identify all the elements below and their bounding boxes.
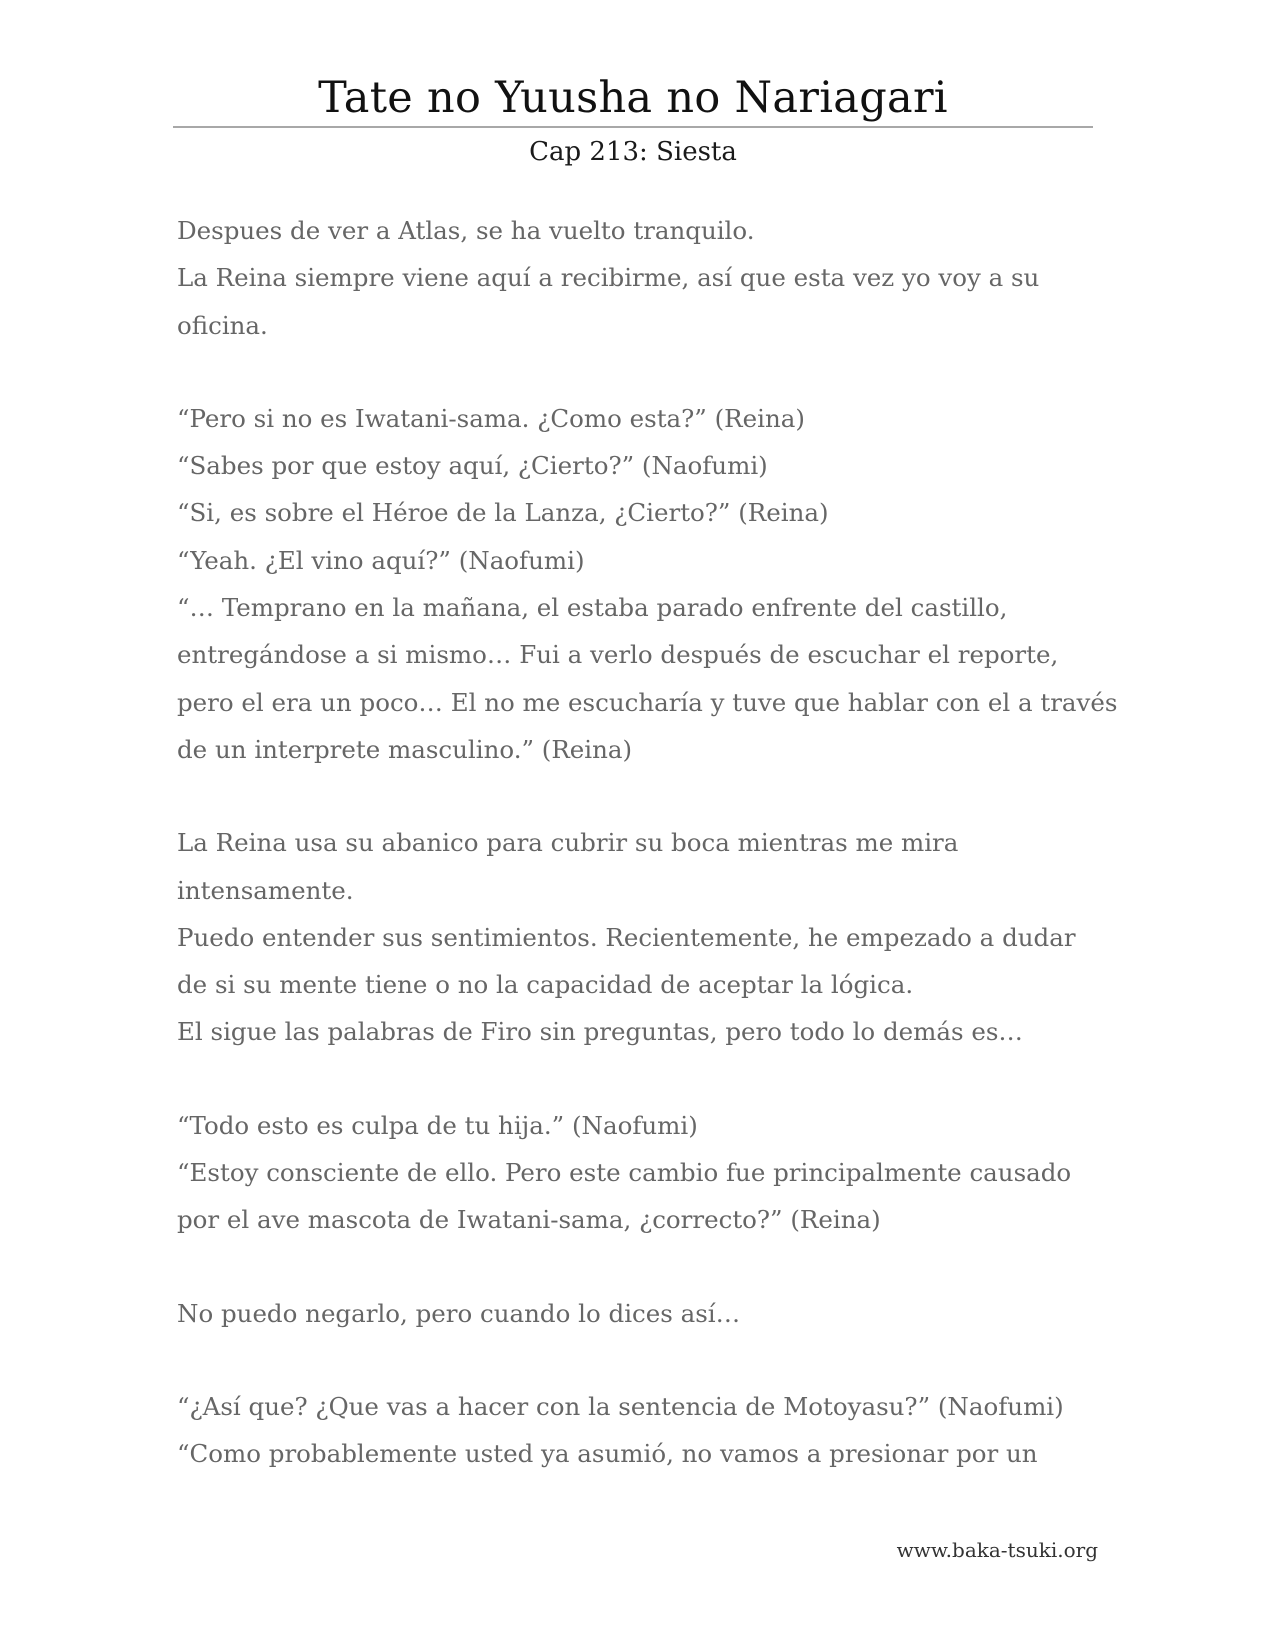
text-line: Puedo entender sus sentimientos. Recientemente, he empezado a dudar [177, 922, 1076, 952]
text-line: “Sabes por que estoy aquí, ¿Cierto?” (Naofumi) [177, 451, 768, 481]
text-line: entregándose a si mismo… Fui a verlo después de escuchar el reporte, [177, 640, 1059, 670]
chapter-subtitle: Cap 213: Siesta [529, 137, 737, 167]
text-line: de si su mente tiene o no la capacidad de aceptar la lógica. [177, 970, 914, 1000]
text-line: No puedo negarlo, pero cuando lo dices así… [177, 1298, 741, 1328]
text-line: “Si, es sobre el Héroe de la Lanza, ¿Cierto?” (Reina) [177, 498, 829, 528]
text-line: “… Temprano en la mañana, el estaba parado enfrente del castillo, [177, 593, 1008, 623]
text-line: “Pero si no es Iwatani-sama. ¿Como esta?” (Reina) [177, 403, 805, 433]
paragraph [177, 1102, 1107, 1244]
text-line: “Estoy consciente de ello. Pero este cambio fue principalmente causado [177, 1158, 1072, 1188]
text-line: intensamente. [177, 875, 354, 905]
text-line: El sigue las palabras de Firo sin preguntas, pero todo lo demás es… [177, 1017, 1023, 1047]
paragraph [177, 819, 1107, 1055]
text-line: oficina. [177, 310, 268, 340]
paragraph [177, 207, 1107, 349]
document-title: Tate no Yuusha no Nariagari [318, 73, 948, 123]
text-line: “Todo esto es culpa de tu hija.” (Naofumi) [177, 1110, 698, 1140]
text-line: Despues de ver a Atlas, se ha vuelto tranquilo. [177, 216, 755, 245]
text-line: por el ave mascota de Iwatani-sama, ¿correcto?” (Reina) [177, 1205, 881, 1235]
paragraph [177, 395, 1118, 773]
text-line: “Como probablemente usted ya asumió, no vamos a presionar por un [177, 1439, 1038, 1469]
title-divider [173, 126, 1093, 128]
chapter-body [177, 207, 1118, 1524]
footer-url: www.baka-tsuki.org [896, 1538, 1098, 1562]
text-line: “¿Así que? ¿Que vas a hacer con la sentencia de Motoyasu?” (Naofumi) [177, 1391, 1064, 1421]
paragraph [177, 1383, 1107, 1478]
text-line: pero el era un poco… El no me escucharía y tuve que hablar con el a través [177, 687, 1118, 717]
text-line: La Reina usa su abanico para cubrir su boca mientras me mira [177, 828, 959, 858]
text-line: “Yeah. ¿El vino aquí?” (Naofumi) [177, 545, 585, 575]
paragraph [177, 1290, 1107, 1337]
text-line: de un interprete masculino.” (Reina) [177, 734, 633, 764]
text-line: La Reina siempre viene aquí a recibirme, así que esta vez yo voy a su [177, 263, 1040, 293]
page-header [173, 70, 1093, 172]
